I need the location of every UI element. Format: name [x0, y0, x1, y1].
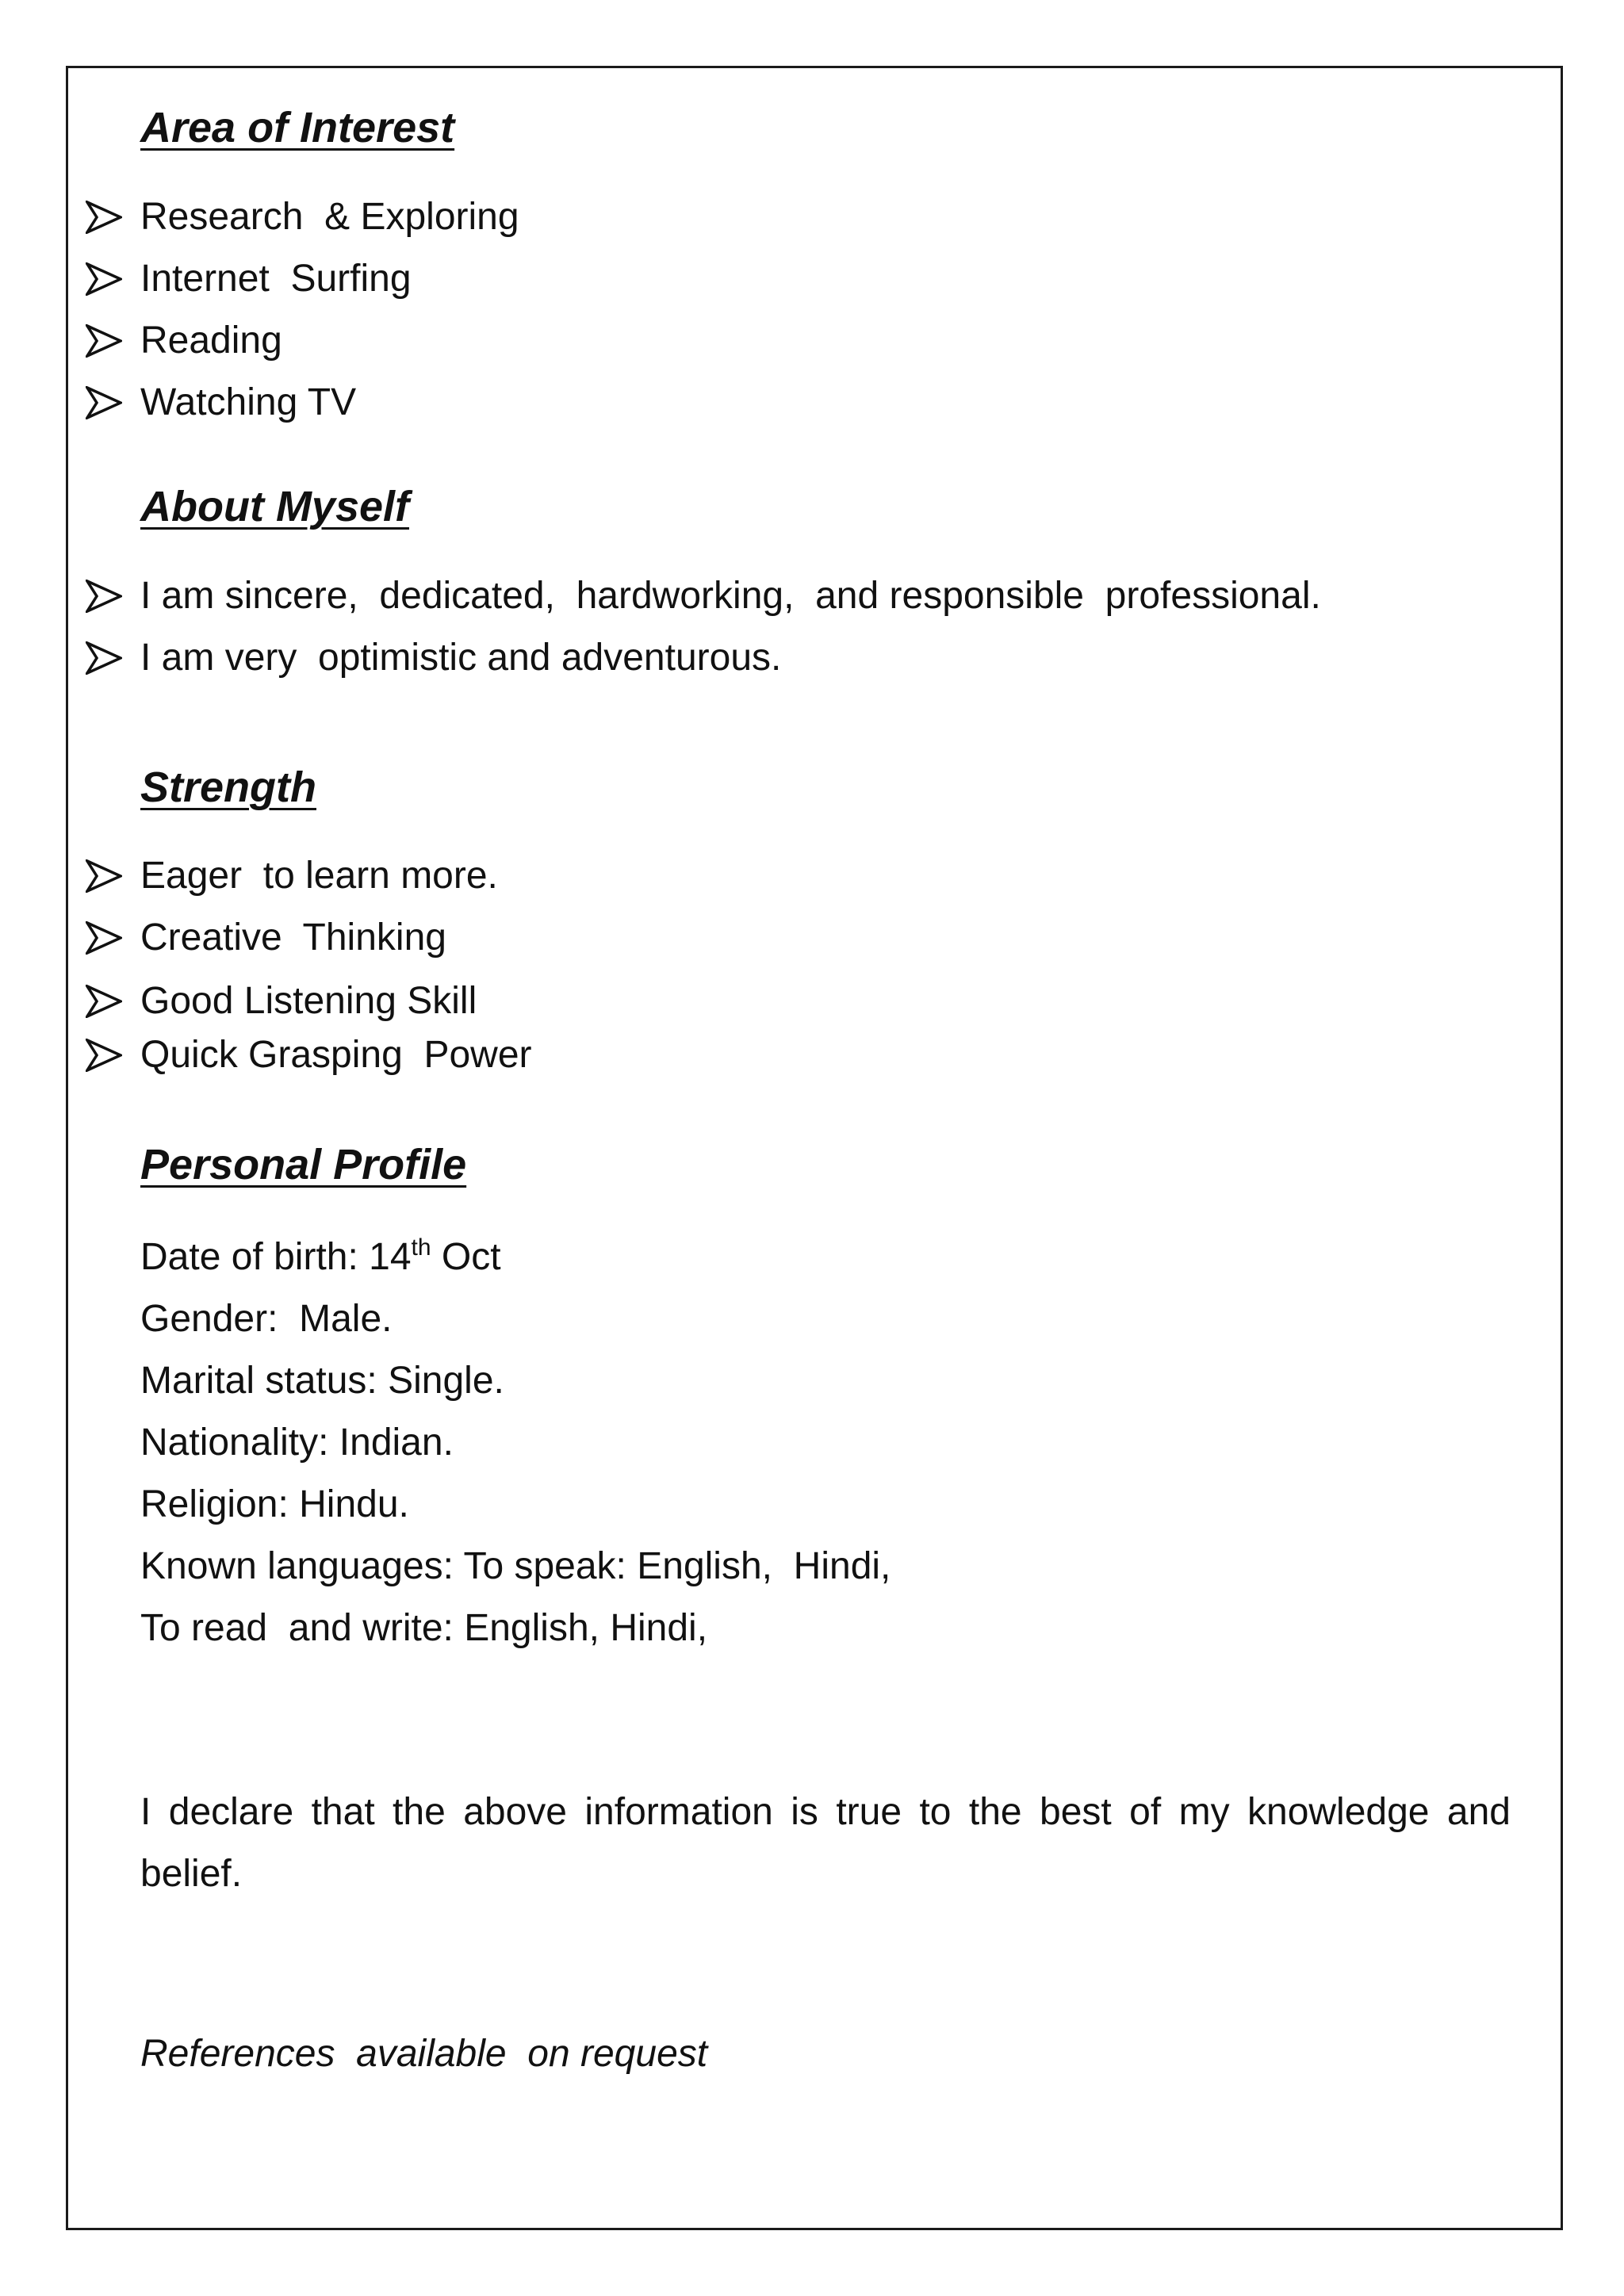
- dob-month: Oct: [431, 1236, 501, 1278]
- arrow-bullet-icon: [86, 985, 122, 1018]
- arrow-bullet-icon: [86, 386, 122, 419]
- list-item: [86, 914, 532, 962]
- strength-item-label: Quick Grasping Power: [140, 1034, 532, 1076]
- arrow-bullet-icon: [86, 324, 122, 358]
- list-item: [86, 1031, 532, 1079]
- arrow-bullet-icon: [86, 201, 122, 234]
- area-of-interest-heading: Area of Interest: [140, 104, 455, 151]
- declaration-text: I declare that the above information is true to the best of my knowledge and belief.: [140, 1791, 1511, 1895]
- strength-item-label: Good Listening Skill: [140, 980, 477, 1022]
- strength-item-label: Eager to learn more.: [140, 855, 498, 897]
- interest-item-label: Watching TV: [140, 381, 357, 423]
- personal-profile-heading: Personal Profile: [140, 1141, 467, 1188]
- arrow-bullet-icon: [86, 921, 122, 955]
- references-note: References available on request: [140, 2033, 708, 2075]
- read-write-languages: To read and write: English, Hindi,: [140, 1607, 708, 1649]
- about-item-label: I am very optimistic and adventurous.: [140, 637, 782, 679]
- dob-label: Date of birth: 14: [140, 1236, 412, 1278]
- about-item-label: I am sincere, dedicated, hardworking, and responsible professional.: [140, 575, 1321, 617]
- arrow-bullet-icon: [86, 580, 122, 613]
- religion: Religion: Hindu.: [140, 1483, 409, 1525]
- arrow-bullet-icon: [86, 641, 122, 675]
- area-of-interest-list: [86, 193, 519, 427]
- interest-item-label: Internet Surfing: [140, 258, 412, 300]
- marital-status: Marital status: Single.: [140, 1360, 504, 1402]
- list-item: [86, 852, 532, 900]
- arrow-bullet-icon: [86, 859, 122, 893]
- list-item: [86, 193, 519, 241]
- gender: Gender: Male.: [140, 1298, 393, 1340]
- date-of-birth: [140, 1234, 501, 1281]
- dob-ordinal-suffix: th: [411, 1234, 431, 1261]
- nationality: Nationality: Indian.: [140, 1422, 454, 1464]
- interest-item-label: Reading: [140, 320, 282, 362]
- list-item: [86, 317, 519, 365]
- list-item: [86, 572, 1321, 620]
- arrow-bullet-icon: [86, 1039, 122, 1072]
- about-myself-heading: About Myself: [140, 483, 410, 530]
- strength-heading: Strength: [140, 763, 316, 811]
- known-languages: Known languages: To speak: English, Hindi,: [140, 1545, 891, 1587]
- list-item: [86, 978, 532, 1025]
- strength-list: [86, 852, 532, 1079]
- list-item: [86, 634, 1321, 682]
- about-myself-list: [86, 572, 1321, 682]
- interest-item-label: Research & Exploring: [140, 196, 519, 238]
- strength-item-label: Creative Thinking: [140, 916, 446, 959]
- list-item: [86, 255, 519, 303]
- arrow-bullet-icon: [86, 262, 122, 296]
- list-item: [86, 379, 519, 427]
